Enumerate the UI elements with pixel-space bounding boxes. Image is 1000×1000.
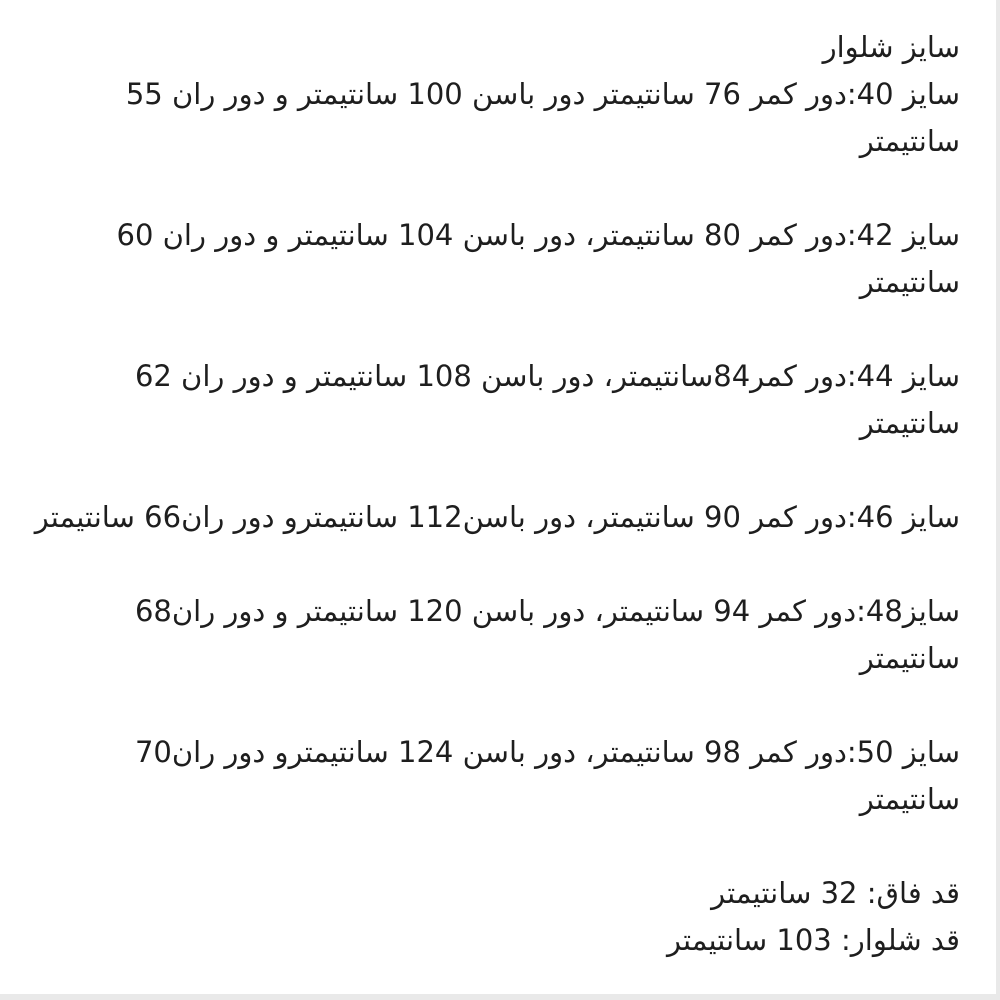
size-chart-text — [30, 24, 960, 964]
size-42-line-2: سانتیمتر — [859, 265, 960, 299]
paragraph-spacer — [30, 447, 960, 494]
size-48-line-1: سایز48:دور کمر 94 سانتیمتر، دور باسن 120 سانتیمتر و دور ران68 — [134, 594, 960, 628]
size-40-line-1: سایز 40:دور کمر 76 سانتیمتر دور باسن 100 سانتیمتر و دور ران 55 — [125, 77, 960, 111]
size-48-line-2: سانتیمتر — [859, 641, 960, 675]
size-44-line-2: سانتیمتر — [859, 406, 960, 440]
size-40-line-2: سانتیمتر — [859, 124, 960, 158]
paragraph-spacer — [30, 541, 960, 588]
rise-measurement: قد فاق: 32 سانتیمتر — [711, 876, 960, 910]
pants-length-measurement: قد شلوار: 103 سانتیمتر — [666, 923, 960, 957]
paragraph-spacer — [30, 306, 960, 353]
size-50-line-1: سایز 50:دور کمر 98 سانتیمتر، دور باسن 124 سانتیمترو دور ران70 — [134, 735, 960, 769]
paragraph-spacer — [30, 165, 960, 212]
size-chart-title: سایز شلوار — [822, 30, 960, 64]
paragraph-spacer — [30, 823, 960, 870]
paragraph-spacer — [30, 682, 960, 729]
size-50-line-2: سانتیمتر — [859, 782, 960, 816]
size-42-line-1: سایز 42:دور کمر 80 سانتیمتر، دور باسن 104 سانتیمتر و دور ران 60 — [116, 218, 960, 252]
size-44-line-1: سایز 44:دور کمر84سانتیمتر، دور باسن 108 سانتیمتر و دور ران 62 — [134, 359, 960, 393]
size-46-line-1: سایز 46:دور کمر 90 سانتیمتر، دور باسن112 سانتیمترو دور ران66 سانتیمتر — [34, 500, 960, 534]
